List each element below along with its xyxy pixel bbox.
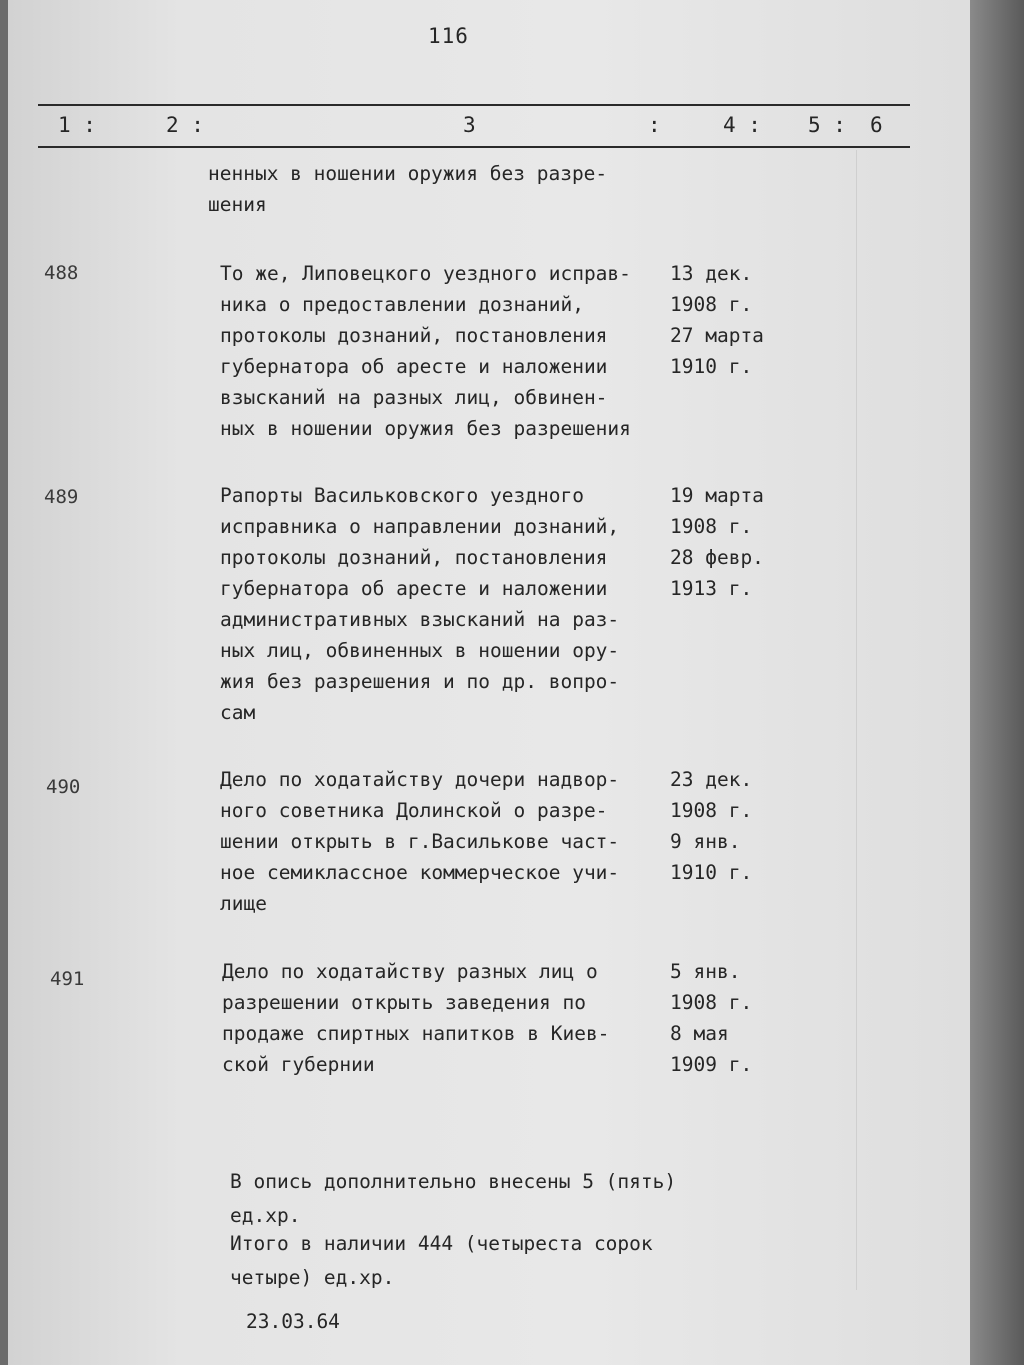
footer-note-line-1: В опись дополнительно внесены 5 (пять) [230, 1170, 677, 1193]
text-line: взысканий на разных лиц, обвинен- [220, 386, 608, 409]
header-col-5: 5 : [808, 113, 846, 137]
date-line: 19 марта [670, 484, 764, 507]
column-guide-line [856, 150, 857, 1290]
document-page [8, 0, 970, 1365]
header-col-1: 1 : [58, 113, 96, 137]
date-line: 9 янв. [670, 830, 741, 853]
header-col-4: 4 : [723, 113, 761, 137]
date-line: 13 дек. [670, 262, 753, 285]
text-line: протоколы дознаний, постановления [220, 546, 608, 569]
header-col-sep: : [648, 113, 661, 137]
entry-dates [670, 764, 780, 888]
entry-number: 490 [46, 776, 81, 798]
date-line: 1909 г. [670, 1053, 753, 1076]
text-line: разрешении открыть заведения по [222, 991, 586, 1014]
page-number: 116 [428, 24, 469, 48]
text-line: ненных в ношении оружия без разре- [208, 162, 608, 185]
footer-total-line-1: Итого в наличии 444 (четыреста сорок [230, 1232, 653, 1255]
text-line: губернатора об аресте и наложении [220, 577, 608, 600]
date-line: 1908 г. [670, 293, 753, 316]
entry-number: 488 [44, 262, 79, 284]
footer-total-line-2: четыре) ед.хр. [230, 1266, 395, 1289]
text-line: жия без разрешения и по др. вопро- [220, 670, 620, 693]
text-line: Дело по ходатайству дочери надвор- [220, 768, 620, 791]
entry-dates [670, 956, 780, 1080]
text-line: Дело по ходатайству разных лиц о [222, 960, 598, 983]
text-line: ных лиц, обвиненных в ношении ору- [220, 639, 620, 662]
date-line: 1913 г. [670, 577, 753, 600]
entry-description [222, 956, 692, 1080]
text-line: Рапорты Васильковского уездного [220, 484, 584, 507]
text-line: исправника о направлении дознаний, [220, 515, 620, 538]
page-edge-shadow [970, 0, 1024, 1365]
text-line: продаже спиртных напитков в Киев- [222, 1022, 610, 1045]
entry-description [220, 258, 690, 444]
entry-description [220, 764, 690, 919]
continuation-text [208, 158, 678, 220]
text-line: шения [208, 193, 267, 216]
entry-description [220, 480, 690, 728]
text-line: административных взысканий на раз- [220, 608, 620, 631]
date-line: 1908 г. [670, 515, 753, 538]
date-line: 23 дек. [670, 768, 753, 791]
text-line: сам [220, 701, 256, 724]
entry-number: 491 [50, 968, 85, 990]
text-line: ской губернии [222, 1053, 375, 1076]
text-line: губернатора об аресте и наложении [220, 355, 608, 378]
header-top-rule [38, 104, 910, 106]
date-line: 5 янв. [670, 960, 741, 983]
entry-dates [670, 480, 780, 604]
footer-note-line-2: ед.хр. [230, 1204, 301, 1227]
text-line: То же, Липовецкого уездного исправ- [220, 262, 631, 285]
date-line: 28 февр. [670, 546, 764, 569]
text-line: ное семиклассное коммерческое учи- [220, 861, 620, 884]
entry-dates [670, 258, 780, 382]
date-line: 27 марта [670, 324, 764, 347]
date-line: 1910 г. [670, 355, 753, 378]
text-line: шении открыть в г.Василькове част- [220, 830, 620, 853]
header-col-3: 3 [463, 113, 476, 137]
text-line: лище [220, 892, 267, 915]
date-line: 1908 г. [670, 799, 753, 822]
text-line: протоколы дознаний, постановления [220, 324, 608, 347]
text-line: ных в ношении оружия без разрешения [220, 417, 631, 440]
header-col-6: 6 [870, 113, 883, 137]
entry-number: 489 [44, 486, 79, 508]
header-bottom-rule [38, 146, 910, 148]
date-line: 1910 г. [670, 861, 753, 884]
date-line: 8 мая [670, 1022, 729, 1045]
text-line: ного советника Долинской о разре- [220, 799, 608, 822]
footer-date: 23.03.64 [246, 1310, 340, 1333]
date-line: 1908 г. [670, 991, 753, 1014]
header-col-2: 2 : [166, 113, 204, 137]
text-line: ника о предоставлении дознаний, [220, 293, 584, 316]
